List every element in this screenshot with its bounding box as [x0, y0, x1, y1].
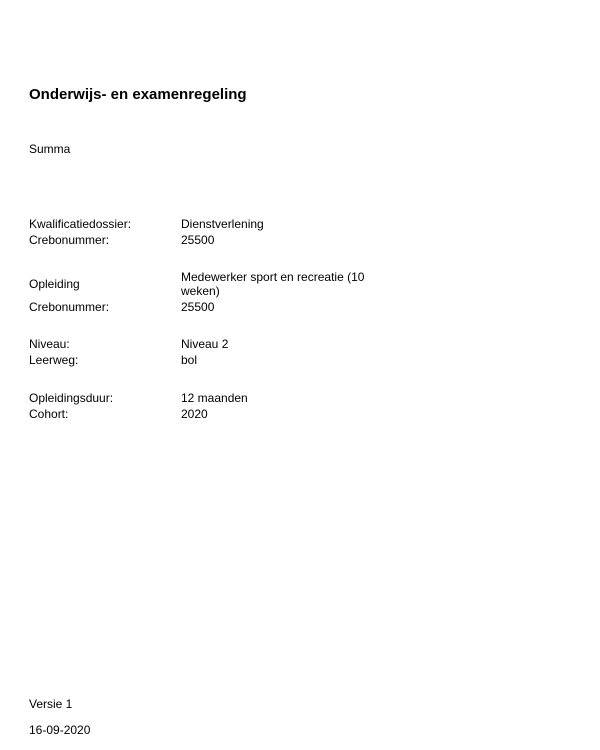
detail-value: 2020	[181, 407, 208, 421]
detail-label: Cohort:	[29, 407, 69, 421]
detail-value: Medewerker sport en recreatie (10 weken)	[181, 270, 365, 298]
document-title: Onderwijs- en examenregeling	[29, 86, 247, 103]
detail-label: Niveau:	[29, 337, 70, 351]
detail-value: 25500	[181, 233, 215, 247]
detail-value: bol	[181, 353, 198, 367]
school-name: Summa	[29, 142, 71, 156]
detail-value: 12 maanden	[181, 391, 248, 405]
version-label: Versie 1	[29, 697, 73, 711]
detail-value: Dienstverlening	[181, 217, 264, 231]
detail-label: Opleidingsduur:	[29, 391, 114, 405]
detail-label: Crebonummer:	[29, 233, 110, 247]
detail-label: Kwalificatiedossier:	[29, 217, 132, 231]
detail-label: Crebonummer:	[29, 300, 110, 314]
detail-value: Niveau 2	[181, 337, 229, 351]
detail-label: Opleiding	[29, 277, 80, 291]
detail-label: Leerweg:	[29, 353, 79, 367]
document-date: 16-09-2020	[29, 723, 91, 737]
detail-value: 25500	[181, 300, 215, 314]
